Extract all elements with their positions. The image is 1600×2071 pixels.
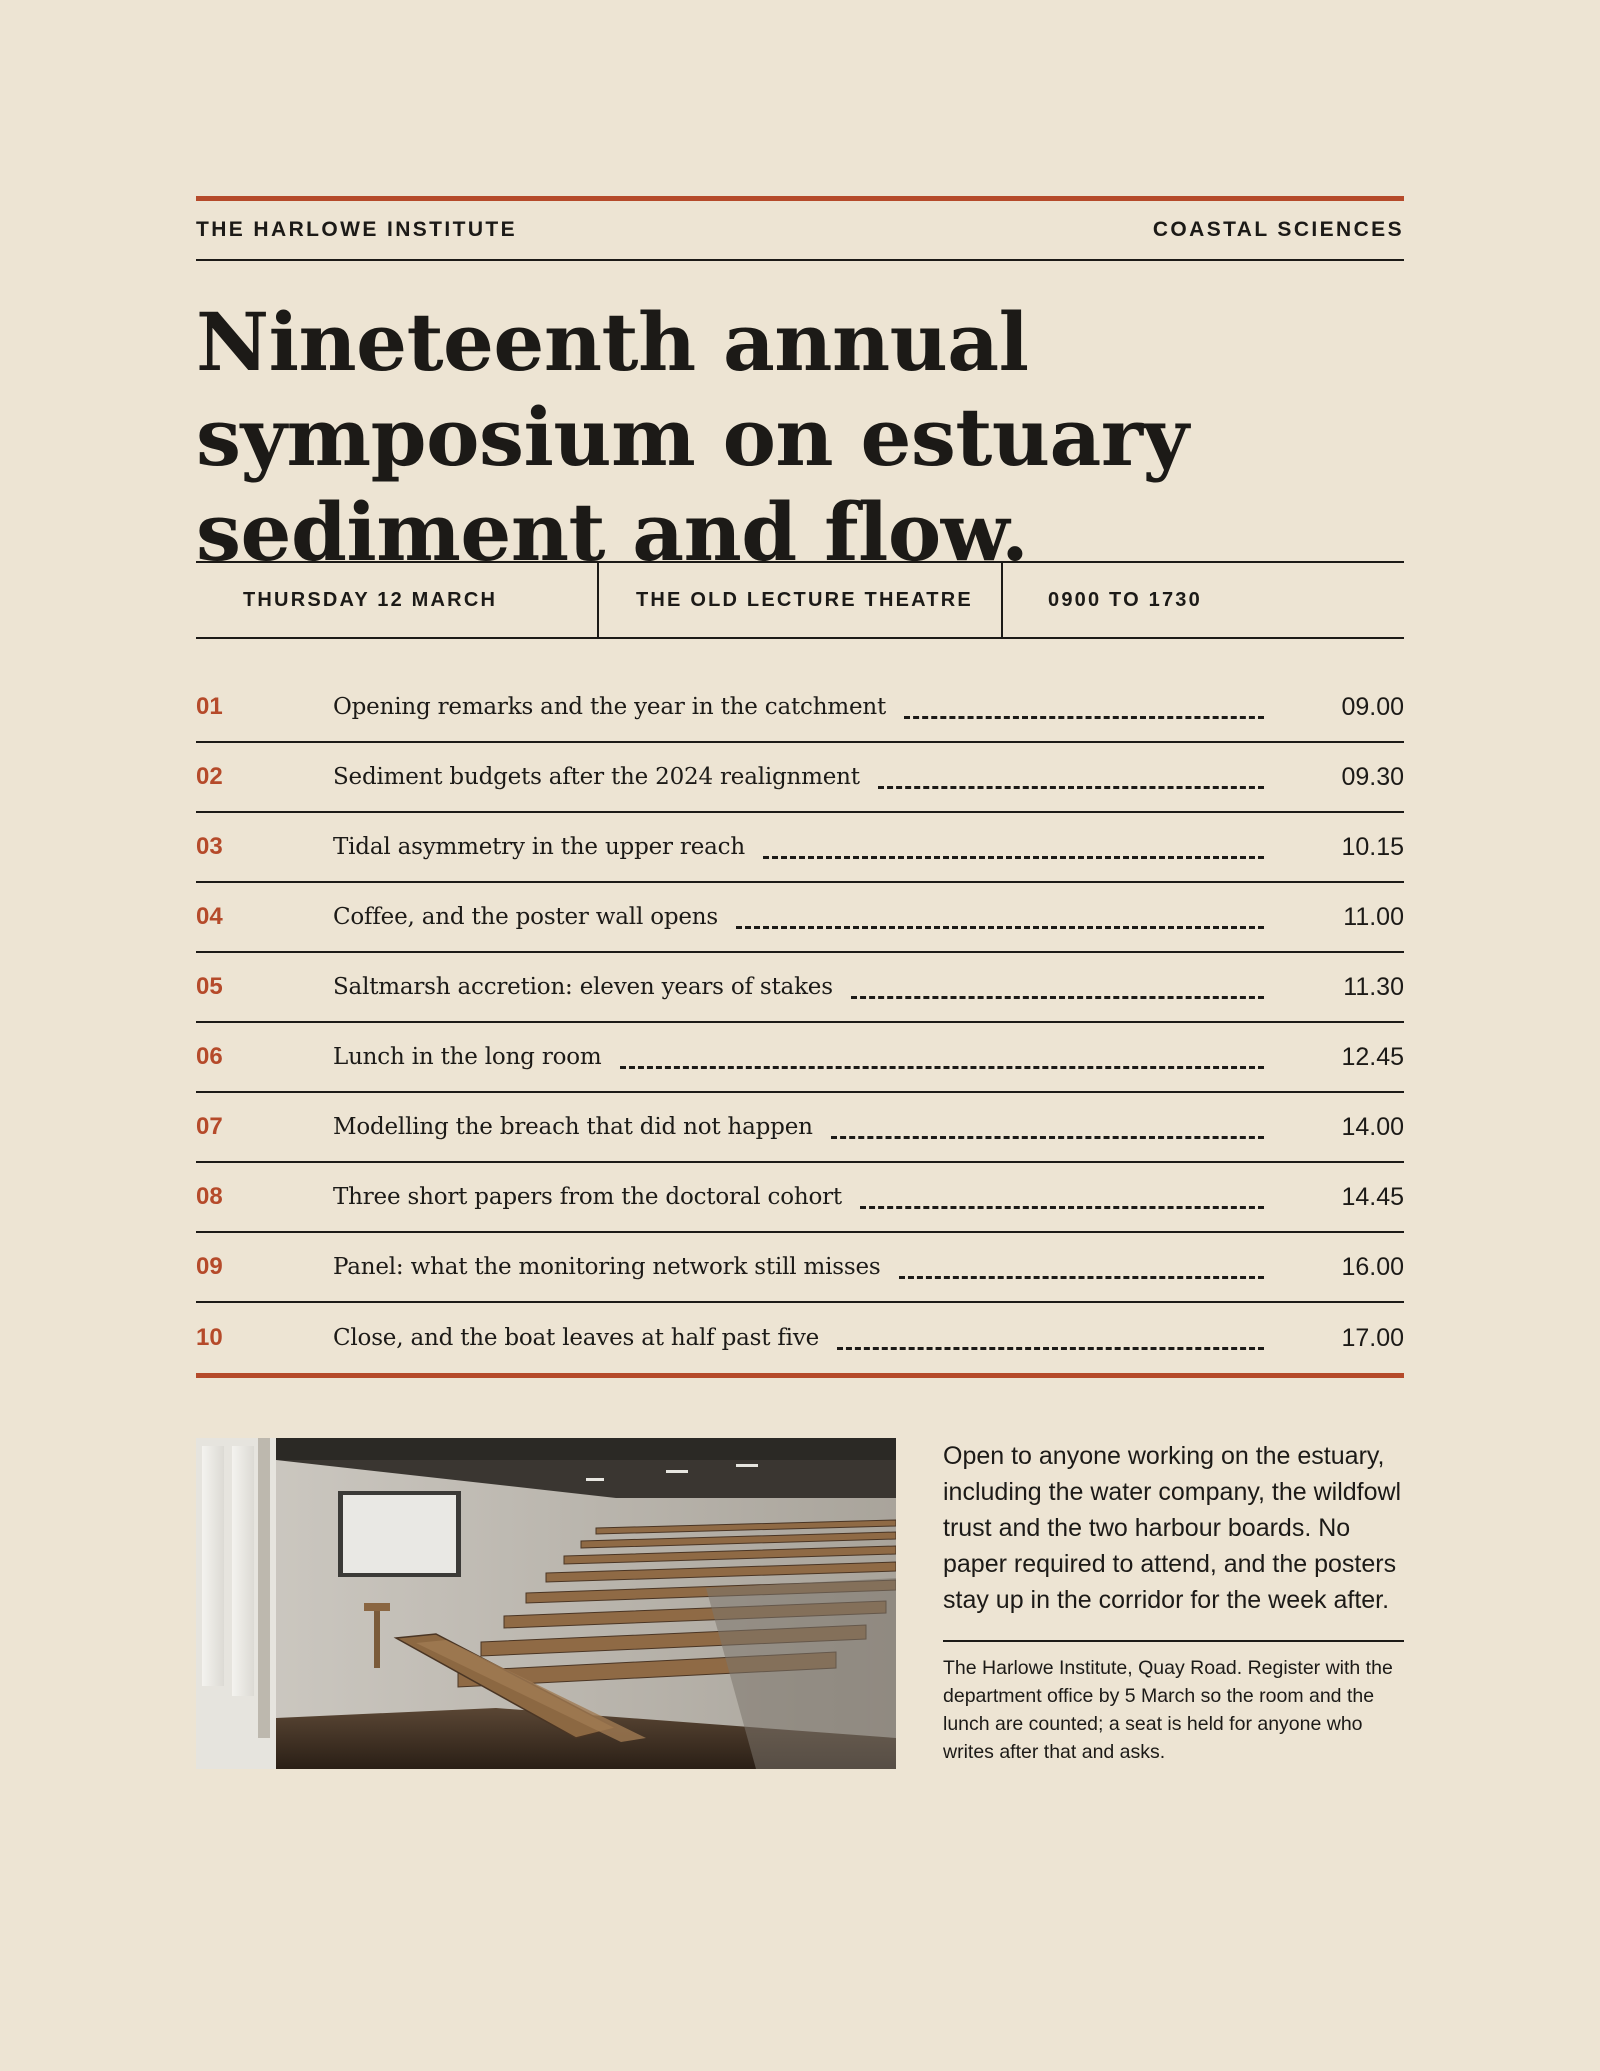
session-number: 08 [196, 1183, 223, 1210]
lower-section [196, 1438, 1404, 1838]
dotted-leader [736, 926, 1264, 929]
schedule-row [196, 1303, 1404, 1373]
schedule-row [196, 1023, 1404, 1093]
event-venue: THE OLD LECTURE THEATRE [599, 563, 1003, 637]
schedule-row [196, 1233, 1404, 1303]
session-title: Close, and the boat leaves at half past five [333, 1325, 820, 1351]
session-number: 01 [196, 693, 223, 720]
schedule-row [196, 883, 1404, 953]
session-title: Coffee, and the poster wall opens [333, 904, 719, 930]
session-time: 16.00 [1341, 1252, 1404, 1281]
session-time: 11.00 [1343, 902, 1404, 931]
institute-name: THE HARLOWE INSTITUTE [196, 218, 518, 241]
session-title: Saltmarsh accretion: eleven years of stakes [333, 974, 833, 1000]
dotted-leader [620, 1066, 1264, 1069]
event-details-bar [196, 561, 1404, 639]
event-hours: 0900 TO 1730 [1048, 588, 1202, 611]
dotted-leader [904, 716, 1264, 719]
department-name: COASTAL SCIENCES [1152, 218, 1404, 241]
session-number: 09 [196, 1253, 223, 1280]
session-number: 06 [196, 1043, 223, 1070]
lecture-theatre-photo [196, 1438, 896, 1769]
schedule-row [196, 673, 1404, 743]
intro-paragraph: Open to anyone working on the estuary, including the water company, the wildfowl trust and the two harbour boards. No paper required to attend, and the posters stay up in the corridor for the week after. [943, 1438, 1404, 1642]
dotted-leader [763, 856, 1264, 859]
poster [196, 196, 1404, 1838]
session-number: 03 [196, 833, 223, 860]
masthead [196, 201, 1404, 261]
session-time: 12.45 [1341, 1042, 1404, 1071]
event-notes [943, 1438, 1404, 1766]
session-title: Three short papers from the doctoral cohort [333, 1184, 842, 1210]
dotted-leader [837, 1347, 1264, 1350]
page-title: Nineteenth annual symposium on estuary sediment and flow. [196, 295, 1189, 579]
schedule-row [196, 953, 1404, 1023]
session-number: 10 [196, 1324, 223, 1351]
dotted-leader [860, 1206, 1264, 1209]
session-title: Lunch in the long room [333, 1044, 602, 1070]
session-title: Modelling the breach that did not happen [333, 1114, 813, 1140]
dotted-leader [878, 786, 1264, 789]
schedule-row [196, 743, 1404, 813]
session-title: Panel: what the monitoring network still misses [333, 1254, 881, 1280]
session-number: 07 [196, 1113, 223, 1140]
session-number: 02 [196, 763, 223, 790]
session-time: 10.15 [1341, 832, 1404, 861]
schedule-row [196, 1163, 1404, 1233]
session-time: 17.00 [1341, 1323, 1404, 1352]
session-time: 11.30 [1343, 972, 1404, 1001]
dotted-leader [831, 1136, 1264, 1139]
dotted-leader [899, 1276, 1264, 1279]
session-time: 09.00 [1341, 692, 1404, 721]
event-date: THURSDAY 12 MARCH [196, 563, 599, 637]
session-title: Tidal asymmetry in the upper reach [333, 834, 745, 860]
schedule-row [196, 813, 1404, 883]
session-number: 05 [196, 973, 223, 1000]
session-title: Opening remarks and the year in the catchment [333, 694, 887, 720]
schedule-list [196, 673, 1404, 1378]
session-time: 14.45 [1341, 1182, 1404, 1211]
registration-note: The Harlowe Institute, Quay Road. Register with the department office by 5 March so the room and the lunch are counted; a seat is held for anyone who writes after that and asks. [943, 1657, 1393, 1763]
session-number: 04 [196, 903, 223, 930]
session-time: 14.00 [1341, 1112, 1404, 1141]
schedule-row [196, 1093, 1404, 1163]
session-time: 09.30 [1341, 762, 1404, 791]
dotted-leader [851, 996, 1264, 999]
session-title: Sediment budgets after the 2024 realignment [333, 764, 860, 790]
